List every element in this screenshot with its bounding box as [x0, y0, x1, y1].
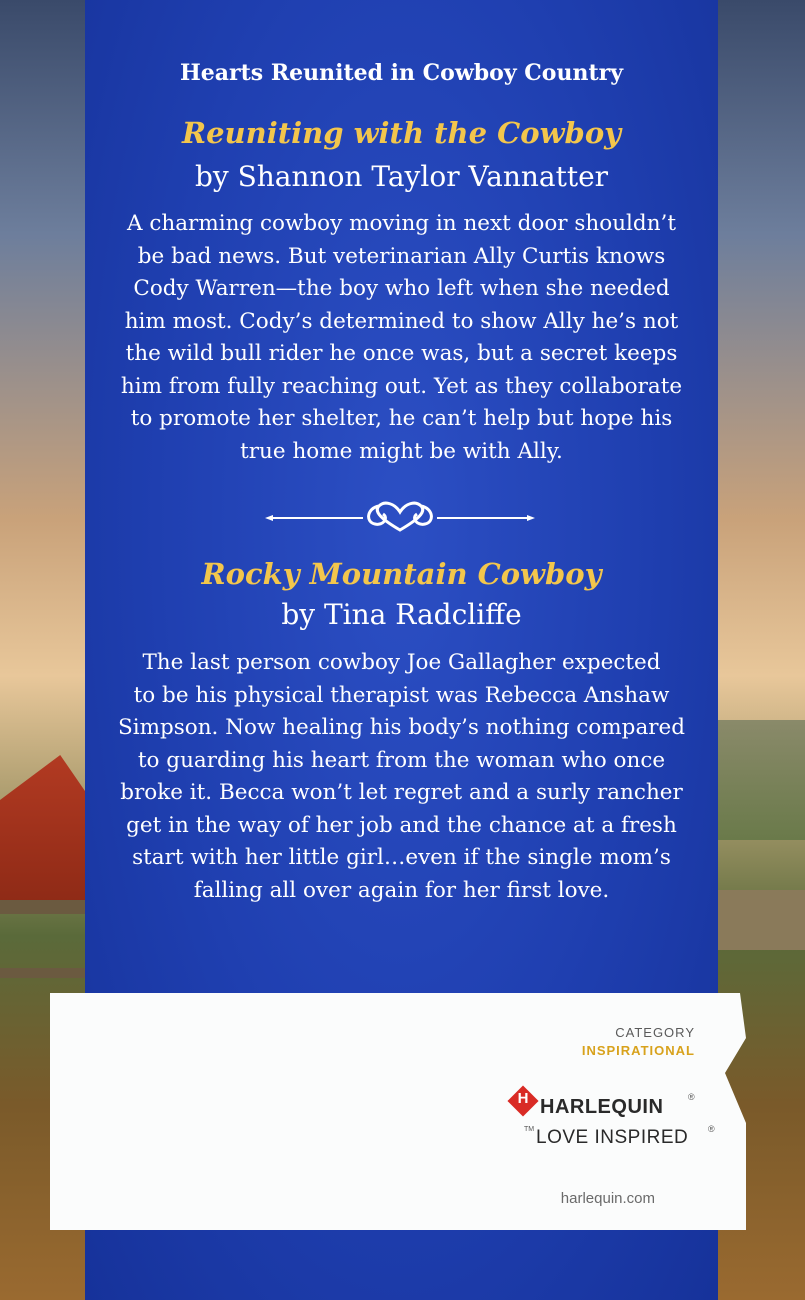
- hillside-image: [715, 720, 805, 840]
- fence-rail: [715, 890, 805, 950]
- book2-title: Rocky Mountain Cowboy: [201, 557, 602, 591]
- blurb-line: to guarding his heart from the woman who once: [137, 747, 666, 773]
- blurb-line: The last person cowboy Joe Gallagher expected: [142, 650, 661, 675]
- registered-mark: ®: [688, 1092, 695, 1102]
- book2-author: by Tina Radcliffe: [281, 598, 522, 631]
- blurb-line: him from fully reaching out. Yet as they collaborate: [120, 373, 683, 399]
- blurb-line: Cody Warren—the boy who left when she needed: [133, 276, 670, 301]
- heart-divider-ornament: [265, 498, 535, 538]
- fence-rail: [0, 900, 86, 914]
- book1-author: by Shannon Taylor Vannatter: [194, 160, 609, 193]
- blurb-line: A charming cowboy moving in next door shouldn’t: [126, 211, 677, 236]
- blurb-line: broke it. Becca won’t let regret and a surly rancher: [120, 780, 683, 805]
- trademark-mark: TM: [524, 1126, 535, 1133]
- imprint-name: LOVE INSPIRED: [536, 1127, 689, 1148]
- category-value: INSPIRATIONAL: [581, 1043, 695, 1058]
- harlequin-logo: [510, 1086, 720, 1156]
- website-link[interactable]: harlequin.com: [560, 1190, 655, 1207]
- book1-title: Reuniting with the Cowboy: [181, 116, 622, 150]
- blurb-line: Simpson. Now healing his body’s nothing compared: [117, 715, 686, 740]
- book1-blurb: [105, 208, 698, 468]
- blurb-line: true home might be with Ally.: [240, 438, 563, 464]
- brand-name: HARLEQUIN: [540, 1096, 664, 1118]
- series-line: Hearts Reunited in Cowboy Country: [179, 60, 623, 86]
- blurb-line: be bad news. But veterinarian Ally Curtis knows: [137, 243, 666, 269]
- blurb-line: him most. Cody’s determined to show Ally he’s not: [124, 308, 679, 334]
- blurb-line: get in the way of her job and the chance at a fresh: [126, 812, 677, 838]
- blurb-line: start with her little girl…even if the single mom’s: [132, 845, 671, 870]
- registered-mark: ®: [708, 1124, 715, 1134]
- fence-rail: [0, 968, 86, 978]
- blurb-line: to promote her shelter, he can’t help but hope his: [130, 406, 673, 431]
- logo-mark: H: [517, 1090, 529, 1107]
- book2-blurb: [105, 647, 698, 907]
- blurb-line: the wild bull rider he once was, but a secret keeps: [125, 341, 678, 366]
- category-label: CATEGORY: [615, 1025, 695, 1040]
- blurb-line: falling all over again for her first love.: [193, 877, 610, 903]
- blurb-line: to be his physical therapist was Rebecca Anshaw: [133, 682, 670, 708]
